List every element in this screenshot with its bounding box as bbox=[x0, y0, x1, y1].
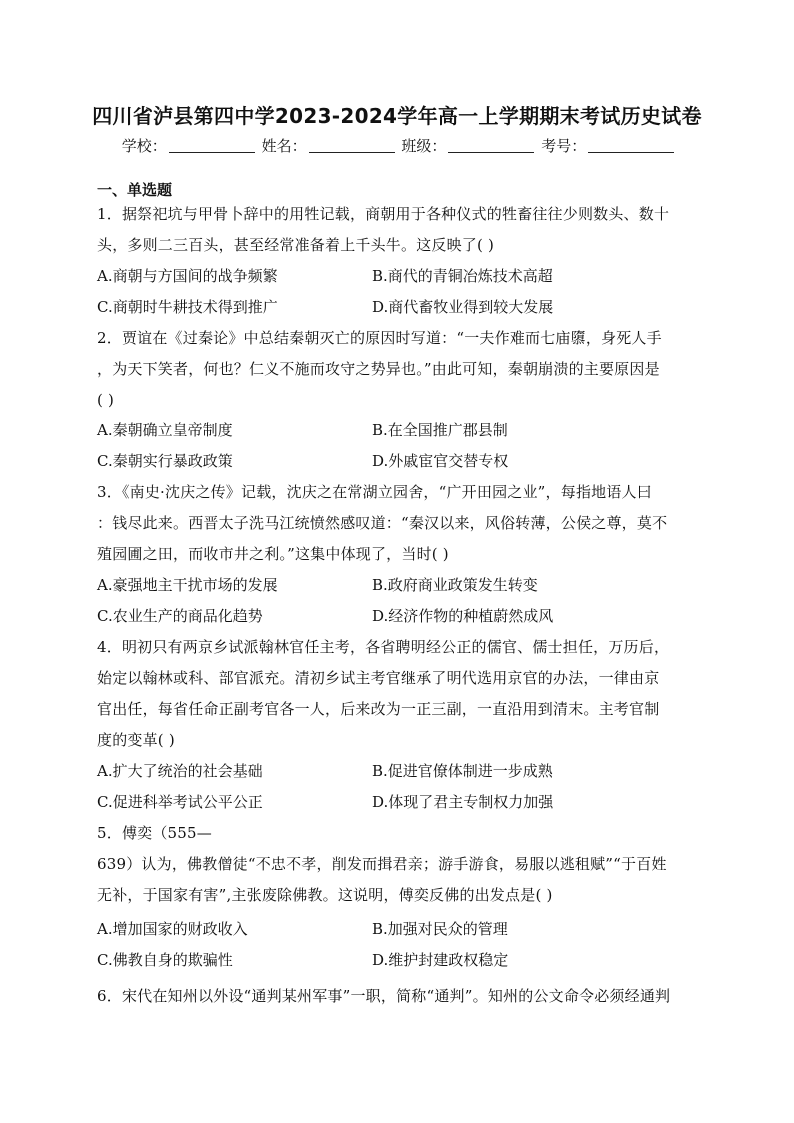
question-3-option-d: D.经济作物的种植蔚然成风 bbox=[372, 607, 554, 625]
question-3-line: 3．《南史·沈庆之传》记载，沈庆之在常湖立园舍，“广开田园之业”，每指地语人曰 bbox=[97, 483, 652, 501]
question-5-line: 5．傅奕（555— bbox=[97, 824, 212, 842]
question-5-option-b: B.加强对民众的管理 bbox=[372, 920, 508, 938]
school-label: 学校： bbox=[121, 137, 167, 155]
question-4-line: 4．明初只有两京乡试派翰林官任主考，各省聘明经公正的儒官、儒士担任，万历后， bbox=[97, 638, 670, 656]
section-heading: 一、单选题 bbox=[97, 181, 173, 199]
question-2-line: 2．贾谊在《过秦论》中总结秦朝灭亡的原因时写道：“一夫作难而七庙隳，身死人手 bbox=[97, 329, 662, 347]
class-blank[interactable] bbox=[448, 138, 534, 153]
question-2-option-b: B.在全国推广郡县制 bbox=[372, 421, 508, 439]
question-1-line: 头，多则二三百头，甚至经常准备着上千头牛。这反映了( ) bbox=[97, 236, 495, 254]
question-4-option-d: D.体现了君主专制权力加强 bbox=[372, 793, 554, 811]
question-5-option-c: C.佛教自身的欺骗性 bbox=[97, 951, 233, 969]
exam-number-blank[interactable] bbox=[588, 138, 674, 153]
question-4-option-b: B.促进官僚体制进一步成熟 bbox=[372, 762, 553, 780]
question-2-option-a: A.秦朝确立皇帝制度 bbox=[97, 421, 233, 439]
exam-title: 四川省泸县第四中学2023-2024学年高一上学期期末考试历史试卷 bbox=[92, 104, 702, 128]
question-5-option-d: D.维护封建政权稳定 bbox=[372, 951, 509, 969]
class-label: 班级： bbox=[401, 137, 447, 155]
question-4-option-a: A.扩大了统治的社会基础 bbox=[97, 762, 263, 780]
name-label: 姓名： bbox=[261, 137, 307, 155]
question-1-option-c: C.商朝时牛耕技术得到推广 bbox=[97, 298, 278, 316]
question-1-option-a: A.商朝与方国间的战争频繁 bbox=[97, 267, 278, 285]
question-1-line: 1．据祭祀坑与甲骨卜辞中的用牲记载，商朝用于各种仪式的牲畜往往少则数头、数十 bbox=[97, 205, 670, 223]
student-info-row bbox=[0, 135, 794, 157]
question-2-option-d: D.外戚宦官交替专权 bbox=[372, 452, 509, 470]
question-3-line: ：钱尽此来。西晋太子洗马江统愤然感叹道：“秦汉以来，风俗转薄，公侯之尊，莫不 bbox=[97, 514, 668, 532]
exam-number-label: 考号： bbox=[541, 137, 587, 155]
question-3-option-b: B.政府商业政策发生转变 bbox=[372, 576, 538, 594]
question-4-option-c: C.促进科举考试公平公正 bbox=[97, 793, 263, 811]
question-2-option-c: C.秦朝实行暴政政策 bbox=[97, 452, 233, 470]
question-5-option-a: A.增加国家的财政收入 bbox=[97, 920, 248, 938]
question-5-line: 无补，于国家有害”,主张废除佛教。这说明，傅奕反佛的出发点是( ) bbox=[97, 886, 553, 904]
question-3-option-a: A.豪强地主干扰市场的发展 bbox=[97, 576, 278, 594]
name-blank[interactable] bbox=[309, 138, 395, 153]
school-blank[interactable] bbox=[169, 138, 255, 153]
question-4-line: 始定以翰林或科、部官派充。清初乡试主考官继承了明代选用京官的办法，一律由京 bbox=[97, 669, 660, 687]
question-4-line: 官出任，每省任命正副考官各一人，后来改为一正三副，一直沿用到清末。主考官制 bbox=[97, 700, 660, 718]
question-5-line: 639）认为，佛教僧徒“不忠不孝，削发而揖君亲；游手游食，易服以逃租赋”“于百姓 bbox=[97, 855, 667, 873]
question-1-option-b: B.商代的青铜冶炼技术高超 bbox=[372, 267, 553, 285]
question-3-option-c: C.农业生产的商品化趋势 bbox=[97, 607, 263, 625]
question-1-option-d: D.商代畜牧业得到较大发展 bbox=[372, 298, 554, 316]
question-2-line: ，为天下笑者，何也？仁义不施而攻守之势异也。”由此可知，秦朝崩溃的主要原因是 bbox=[97, 360, 660, 378]
question-2-line: ( ) bbox=[97, 391, 115, 409]
question-4-line: 度的变革( ) bbox=[97, 731, 175, 749]
question-6-line: 6．宋代在知州以外设“通判某州军事”一职，简称“通判”。知州的公文命令必须经通判 bbox=[97, 987, 671, 1005]
question-3-line: 殖园圃之田，而收市井之利。”这集中体现了，当时( ) bbox=[97, 545, 449, 563]
